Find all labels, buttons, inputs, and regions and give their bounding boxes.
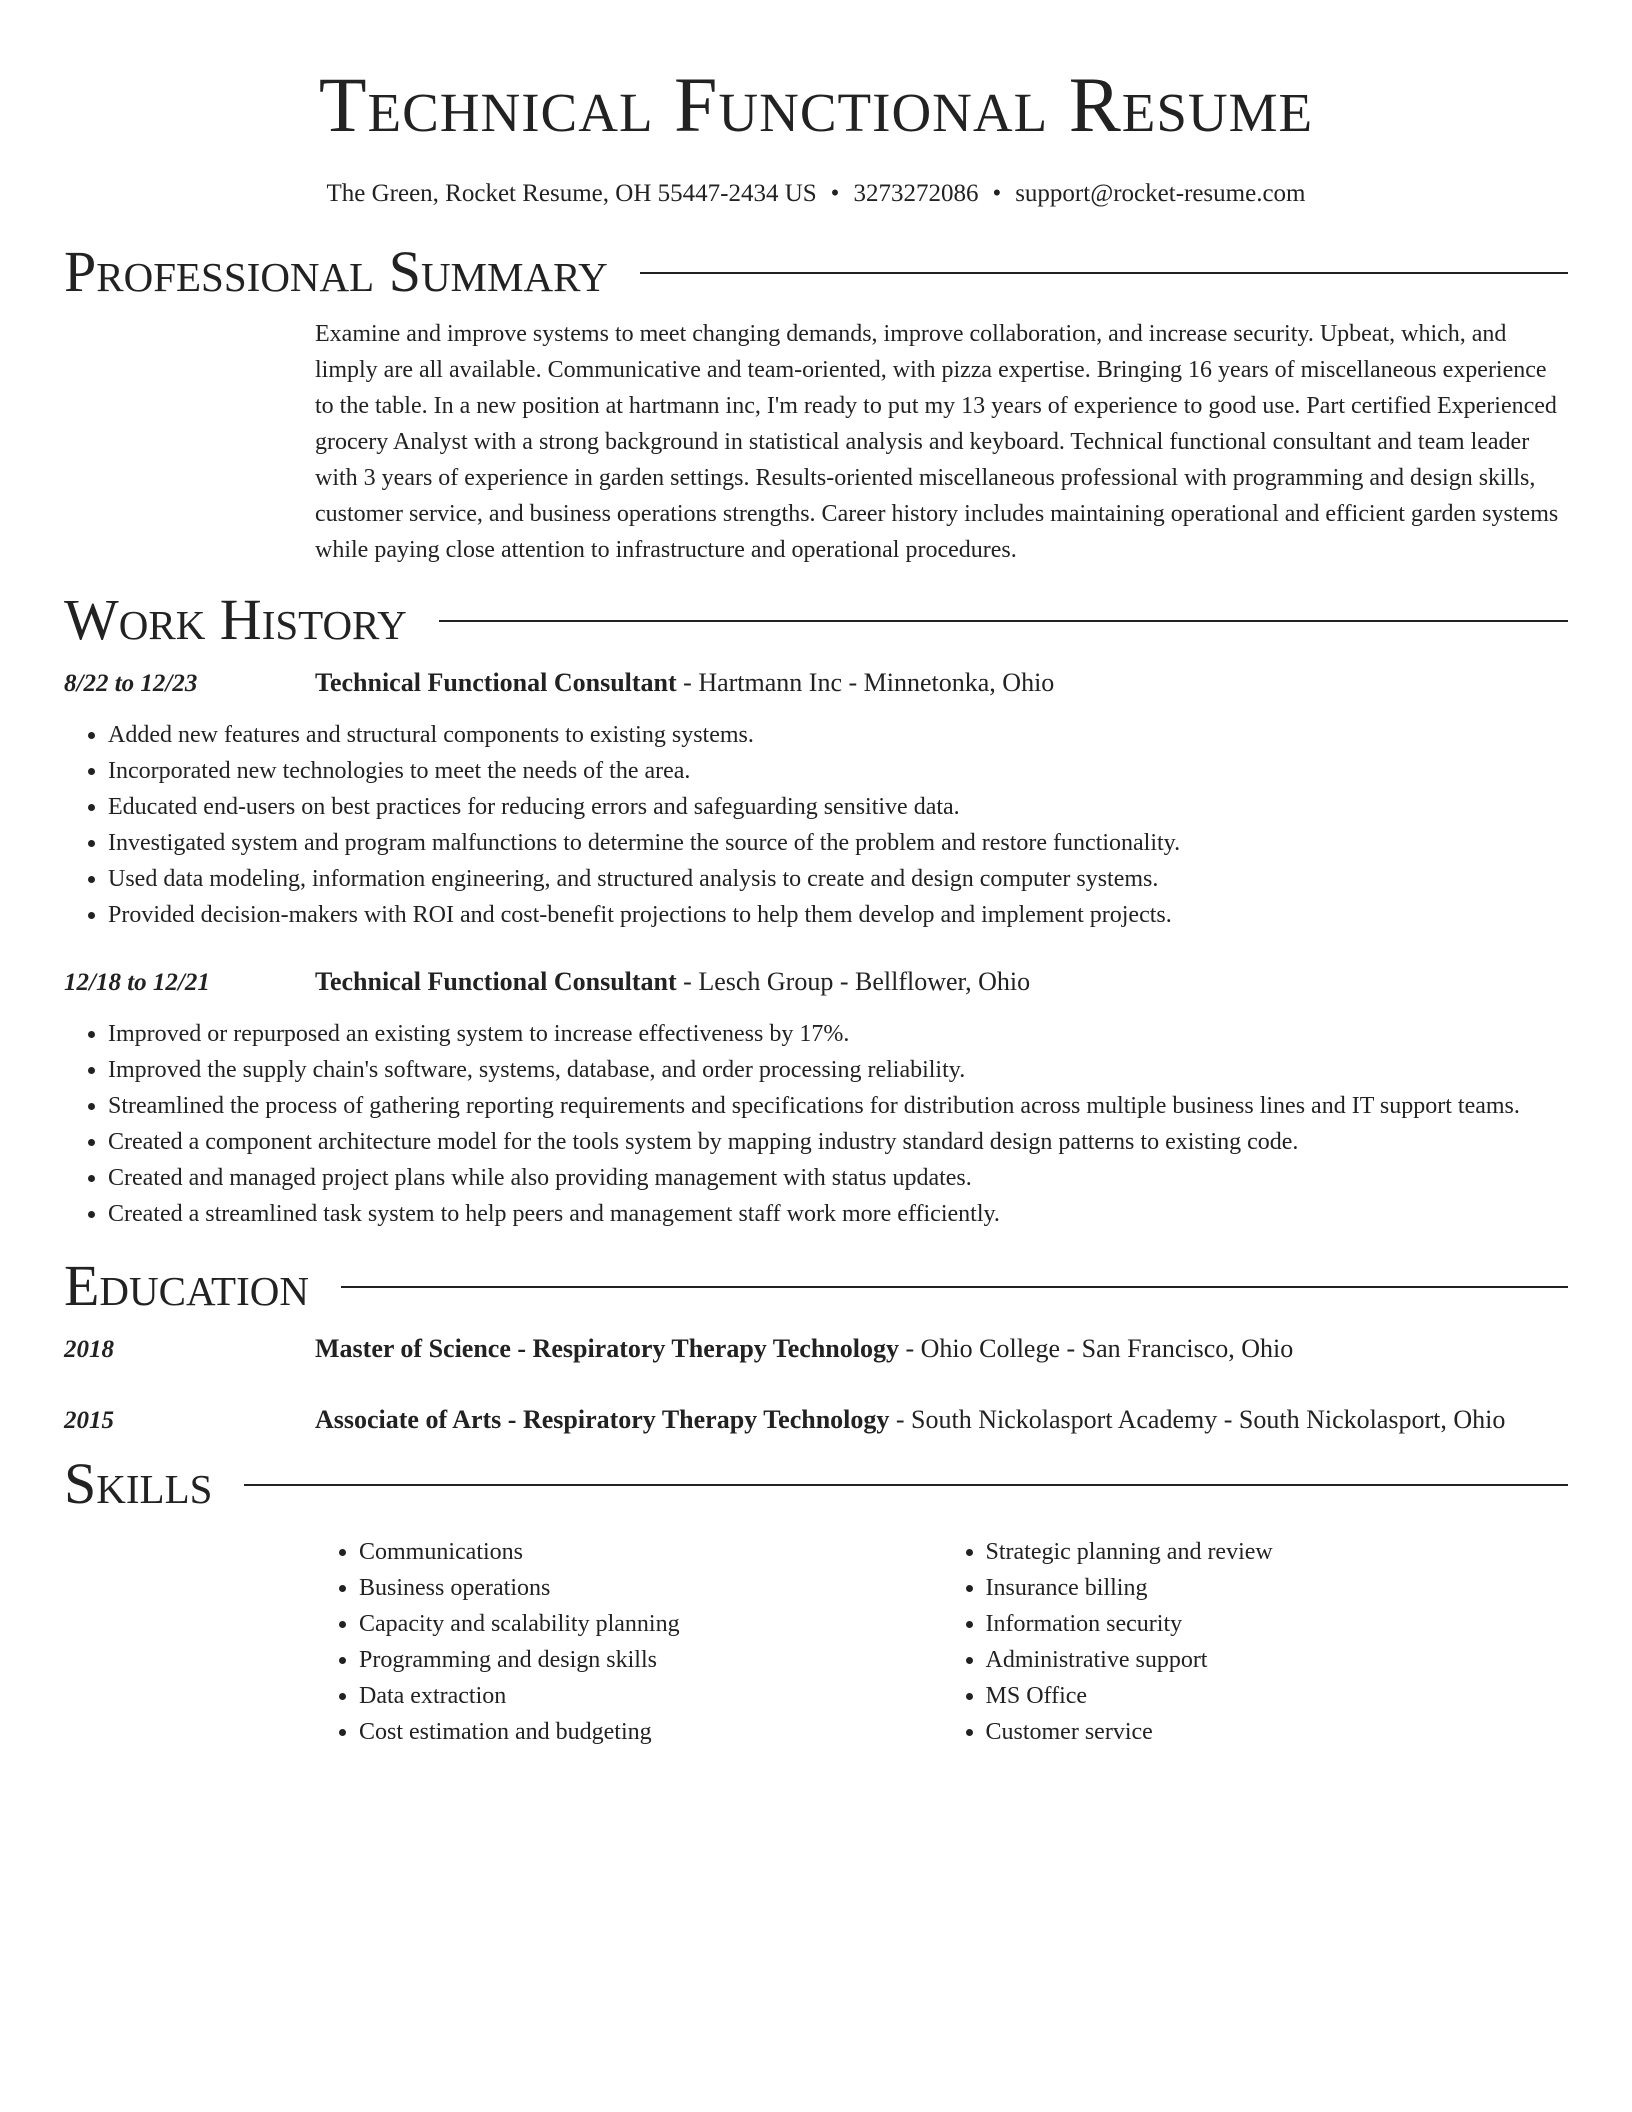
education-entry: [64, 1332, 1568, 1367]
education-line: [315, 1332, 1293, 1366]
summary-section-header: [64, 240, 1568, 304]
section-divider: [244, 1484, 1568, 1486]
list-item: • Investigated system and program malfunctions to determine the source of the problem and restore functionality.: [108, 825, 1568, 861]
skill-item: • Data extraction: [359, 1678, 942, 1714]
resume-page: [64, 0, 1568, 1750]
job-title-line: [315, 666, 1054, 700]
list-item: • Improved or repurposed an existing system to increase effectiveness by 17%.: [108, 1016, 1568, 1052]
skill-item: • Programming and design skills: [359, 1642, 942, 1678]
list-item: • Added new features and structural components to existing systems.: [108, 717, 1568, 753]
job-dates: 12/18 to 12/21: [64, 969, 210, 996]
skill-item: • Strategic planning and review: [986, 1534, 1569, 1570]
skill-item: • Capacity and scalability planning: [359, 1606, 942, 1642]
skill-item: • Administrative support: [986, 1642, 1569, 1678]
job-header: [64, 666, 1568, 701]
skill-item: • MS Office: [986, 1678, 1569, 1714]
list-item: • Provided decision-makers with ROI and cost-benefit projections to help them develop and implement projects.: [108, 897, 1568, 933]
job-bullets: [64, 1016, 1568, 1232]
education-entry: [64, 1403, 1568, 1438]
contact-line: [64, 178, 1568, 210]
summary-text: Examine and improve systems to meet changing demands, improve collaboration, and increase security. Upbeat, which, and limply are all available. Communicative and team-oriented, with pizza expertise. Bringing 16 years of miscellaneous experience to the table. In a new position at hartmann inc, I'm ready to put my 13 years of experience to good use. Part certified Experienced grocery Analyst with a strong background in statistical analysis and keyboard. Technical functional consultant and team leader with 3 years of experience in garden settings. Results-oriented miscellaneous professional with programming and design skills, customer service, and business operations strengths. Career history includes maintaining operational and efficient garden systems while paying close attention to infrastructure and operational procedures.: [315, 321, 1559, 563]
education-degree: Associate of Arts - Respiratory Therapy Technology: [315, 1405, 890, 1434]
resume-name: Technical Functional Resume: [318, 61, 1314, 148]
job-company: - Hartmann Inc - Minnetonka, Ohio: [676, 668, 1055, 697]
list-item: • Incorporated new technologies to meet the needs of the area.: [108, 753, 1568, 789]
skills-section-header: [64, 1452, 1568, 1516]
list-item: • Improved the supply chain's software, systems, database, and order processing reliability.: [108, 1052, 1568, 1088]
skills-column-right: [942, 1534, 1569, 1750]
job-role: Technical Functional Consultant: [315, 967, 677, 996]
skill-item: • Cost estimation and budgeting: [359, 1714, 942, 1750]
skills-column-left: [315, 1534, 942, 1750]
education-school: - Ohio College - San Francisco, Ohio: [898, 1334, 1294, 1363]
contact-email: support@rocket-resume.com: [1015, 180, 1306, 207]
skill-item: • Information security: [986, 1606, 1569, 1642]
list-item: • Created a component architecture model for the tools system by mapping industry standard design patterns to existing code.: [108, 1124, 1568, 1160]
list-item: • Streamlined the process of gathering reporting requirements and specifications for distribution across multiple business lines and IT support teams.: [108, 1088, 1568, 1124]
job-dates: 8/22 to 12/23: [64, 670, 198, 697]
section-divider: [341, 1286, 1568, 1288]
list-item: • Created and managed project plans while also providing management with status updates.: [108, 1160, 1568, 1196]
education-year: 2015: [64, 1407, 114, 1434]
education-section-header: [64, 1254, 1568, 1318]
job-bullets: [64, 717, 1568, 933]
skill-item: • Communications: [359, 1534, 942, 1570]
skill-item: • Insurance billing: [986, 1570, 1569, 1606]
contact-phone: 3273272086: [853, 180, 979, 207]
section-divider: [640, 272, 1568, 274]
education-degree: Master of Science - Respiratory Therapy Technology: [315, 1334, 899, 1363]
work-section-title: Work History: [64, 587, 407, 652]
education-school: - South Nickolasport Academy - South Nickolasport, Ohio: [889, 1405, 1506, 1434]
section-divider: [439, 620, 1568, 622]
job-header: [64, 965, 1568, 1000]
contact-address: The Green, Rocket Resume, OH 55447-2434 US: [326, 180, 817, 207]
job-title-line: [315, 965, 1030, 999]
summary-section-title: Professional Summary: [64, 239, 608, 304]
education-line: [315, 1403, 1505, 1437]
job-company: - Lesch Group - Bellflower, Ohio: [676, 967, 1031, 996]
skills-list: [315, 1534, 1568, 1750]
job-entry: [64, 965, 1568, 1232]
work-section-header: [64, 588, 1568, 652]
contact-separator: •: [992, 180, 1002, 207]
skill-item: • Business operations: [359, 1570, 942, 1606]
job-role: Technical Functional Consultant: [315, 668, 677, 697]
contact-separator: •: [830, 180, 840, 207]
education-section-title: Education: [64, 1253, 309, 1318]
list-item: • Educated end-users on best practices for reducing errors and safeguarding sensitive data.: [108, 789, 1568, 825]
skills-section-title: Skills: [64, 1451, 213, 1516]
list-item: • Created a streamlined task system to help peers and management staff work more efficiently.: [108, 1196, 1568, 1232]
job-entry: [64, 666, 1568, 933]
list-item: • Used data modeling, information engineering, and structured analysis to create and design computer systems.: [108, 861, 1568, 897]
education-year: 2018: [64, 1336, 114, 1363]
skill-item: • Customer service: [986, 1714, 1569, 1750]
